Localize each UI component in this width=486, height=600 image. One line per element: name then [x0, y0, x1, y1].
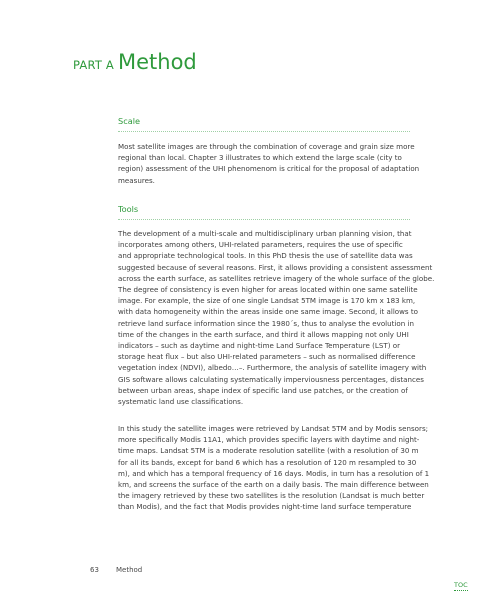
text-line: measures.	[118, 175, 155, 185]
scale-paragraph	[118, 141, 418, 186]
tools-paragraph-1	[118, 228, 435, 407]
text-line: m), and which has a temporal frequency of 16 days. Modis, in turn has a resolution of 1	[118, 468, 430, 478]
text-line: retrieve land surface information since the 1980´s, thus to analyse the evolution in	[118, 318, 414, 328]
text-line: the imagery retrieved by these two satellites is the resolution (Landsat is much better	[118, 491, 425, 501]
text-line: In this study the satellite images were retrieved by Landsat 5TM and by Modis sensors;	[118, 424, 429, 433]
page-title: Method	[118, 50, 197, 74]
page-number: 63	[90, 566, 99, 574]
text-line: incorporates among others, UHI-related parameters, requires the use of specific	[118, 240, 403, 250]
toc-link[interactable]: TOC	[454, 581, 468, 589]
footer-section-label: Method	[116, 566, 143, 574]
text-line: The degree of consistency is even higher for areas located within one same satellite	[118, 285, 418, 295]
section-heading-tools: Tools	[118, 204, 139, 214]
text-line: systematic land use classifications.	[118, 397, 244, 407]
section-divider-scale	[118, 131, 410, 132]
text-line: suggested because of several reasons. First, it allows providing a consistent assessment	[118, 262, 433, 272]
tools-paragraph-2	[118, 423, 430, 513]
text-line: Most satellite images are through the combination of coverage and grain size more	[118, 142, 415, 151]
text-line: region) assessment of the UHI phenomenom is critical for the proposal of adaptation	[118, 164, 420, 174]
section-divider-tools	[118, 219, 410, 220]
text-line: time of the changes in the earth surface, and third it allows mapping not only UHI	[118, 329, 409, 339]
text-line: with data homogeneity within the areas inside one same image. Second, it allows to	[118, 307, 419, 317]
text-line: vegetation index (NDVI), albedo…–. Furthermore, the analysis of satellite imagery with	[118, 363, 427, 373]
text-line: more specifically Modis 11A1, which provides specific layers with daytime and night-	[118, 435, 420, 445]
text-line: The development of a multi-scale and multidisciplinary urban planning vision, that	[118, 229, 412, 238]
text-line: across the earth surface, as satellites retrieve imagery of the whole surface of the globe.	[118, 273, 435, 283]
text-line: regional than local. Chapter 3 illustrates to which extend the large scale (city to	[118, 153, 402, 163]
text-line: and appropriate technological tools. In this PhD thesis the use of satellite data was	[118, 251, 413, 261]
part-label: PART A	[73, 58, 114, 72]
text-line: time maps. Landsat 5TM is a moderate resolution satellite (with a resolution of 30 m	[118, 446, 419, 456]
text-line: between urban areas, shape index of specific land use patches, or the creation of	[118, 385, 408, 395]
text-line: GIS software allows calculating systematically imperviousness percentages, distances	[118, 374, 424, 384]
text-line: indicators – such as daytime and night-time Land Surface Temperature (LST) or	[118, 341, 400, 351]
text-line: image. For example, the size of one single Landsat 5TM image is 170 km x 183 km,	[118, 296, 416, 306]
text-line: than Modis), and the fact that Modis provides night-time land surface temperature	[118, 502, 412, 512]
text-line: km, and screens the surface of the earth on a daily basis. The main difference between	[118, 480, 429, 490]
text-line: for all its bands, except for band 6 which has a resolution of 120 m resampled to 30	[118, 457, 417, 467]
section-heading-scale: Scale	[118, 116, 141, 126]
text-line: storage heat flux – but also UHI-related parameters – such as normalised difference	[118, 352, 416, 362]
